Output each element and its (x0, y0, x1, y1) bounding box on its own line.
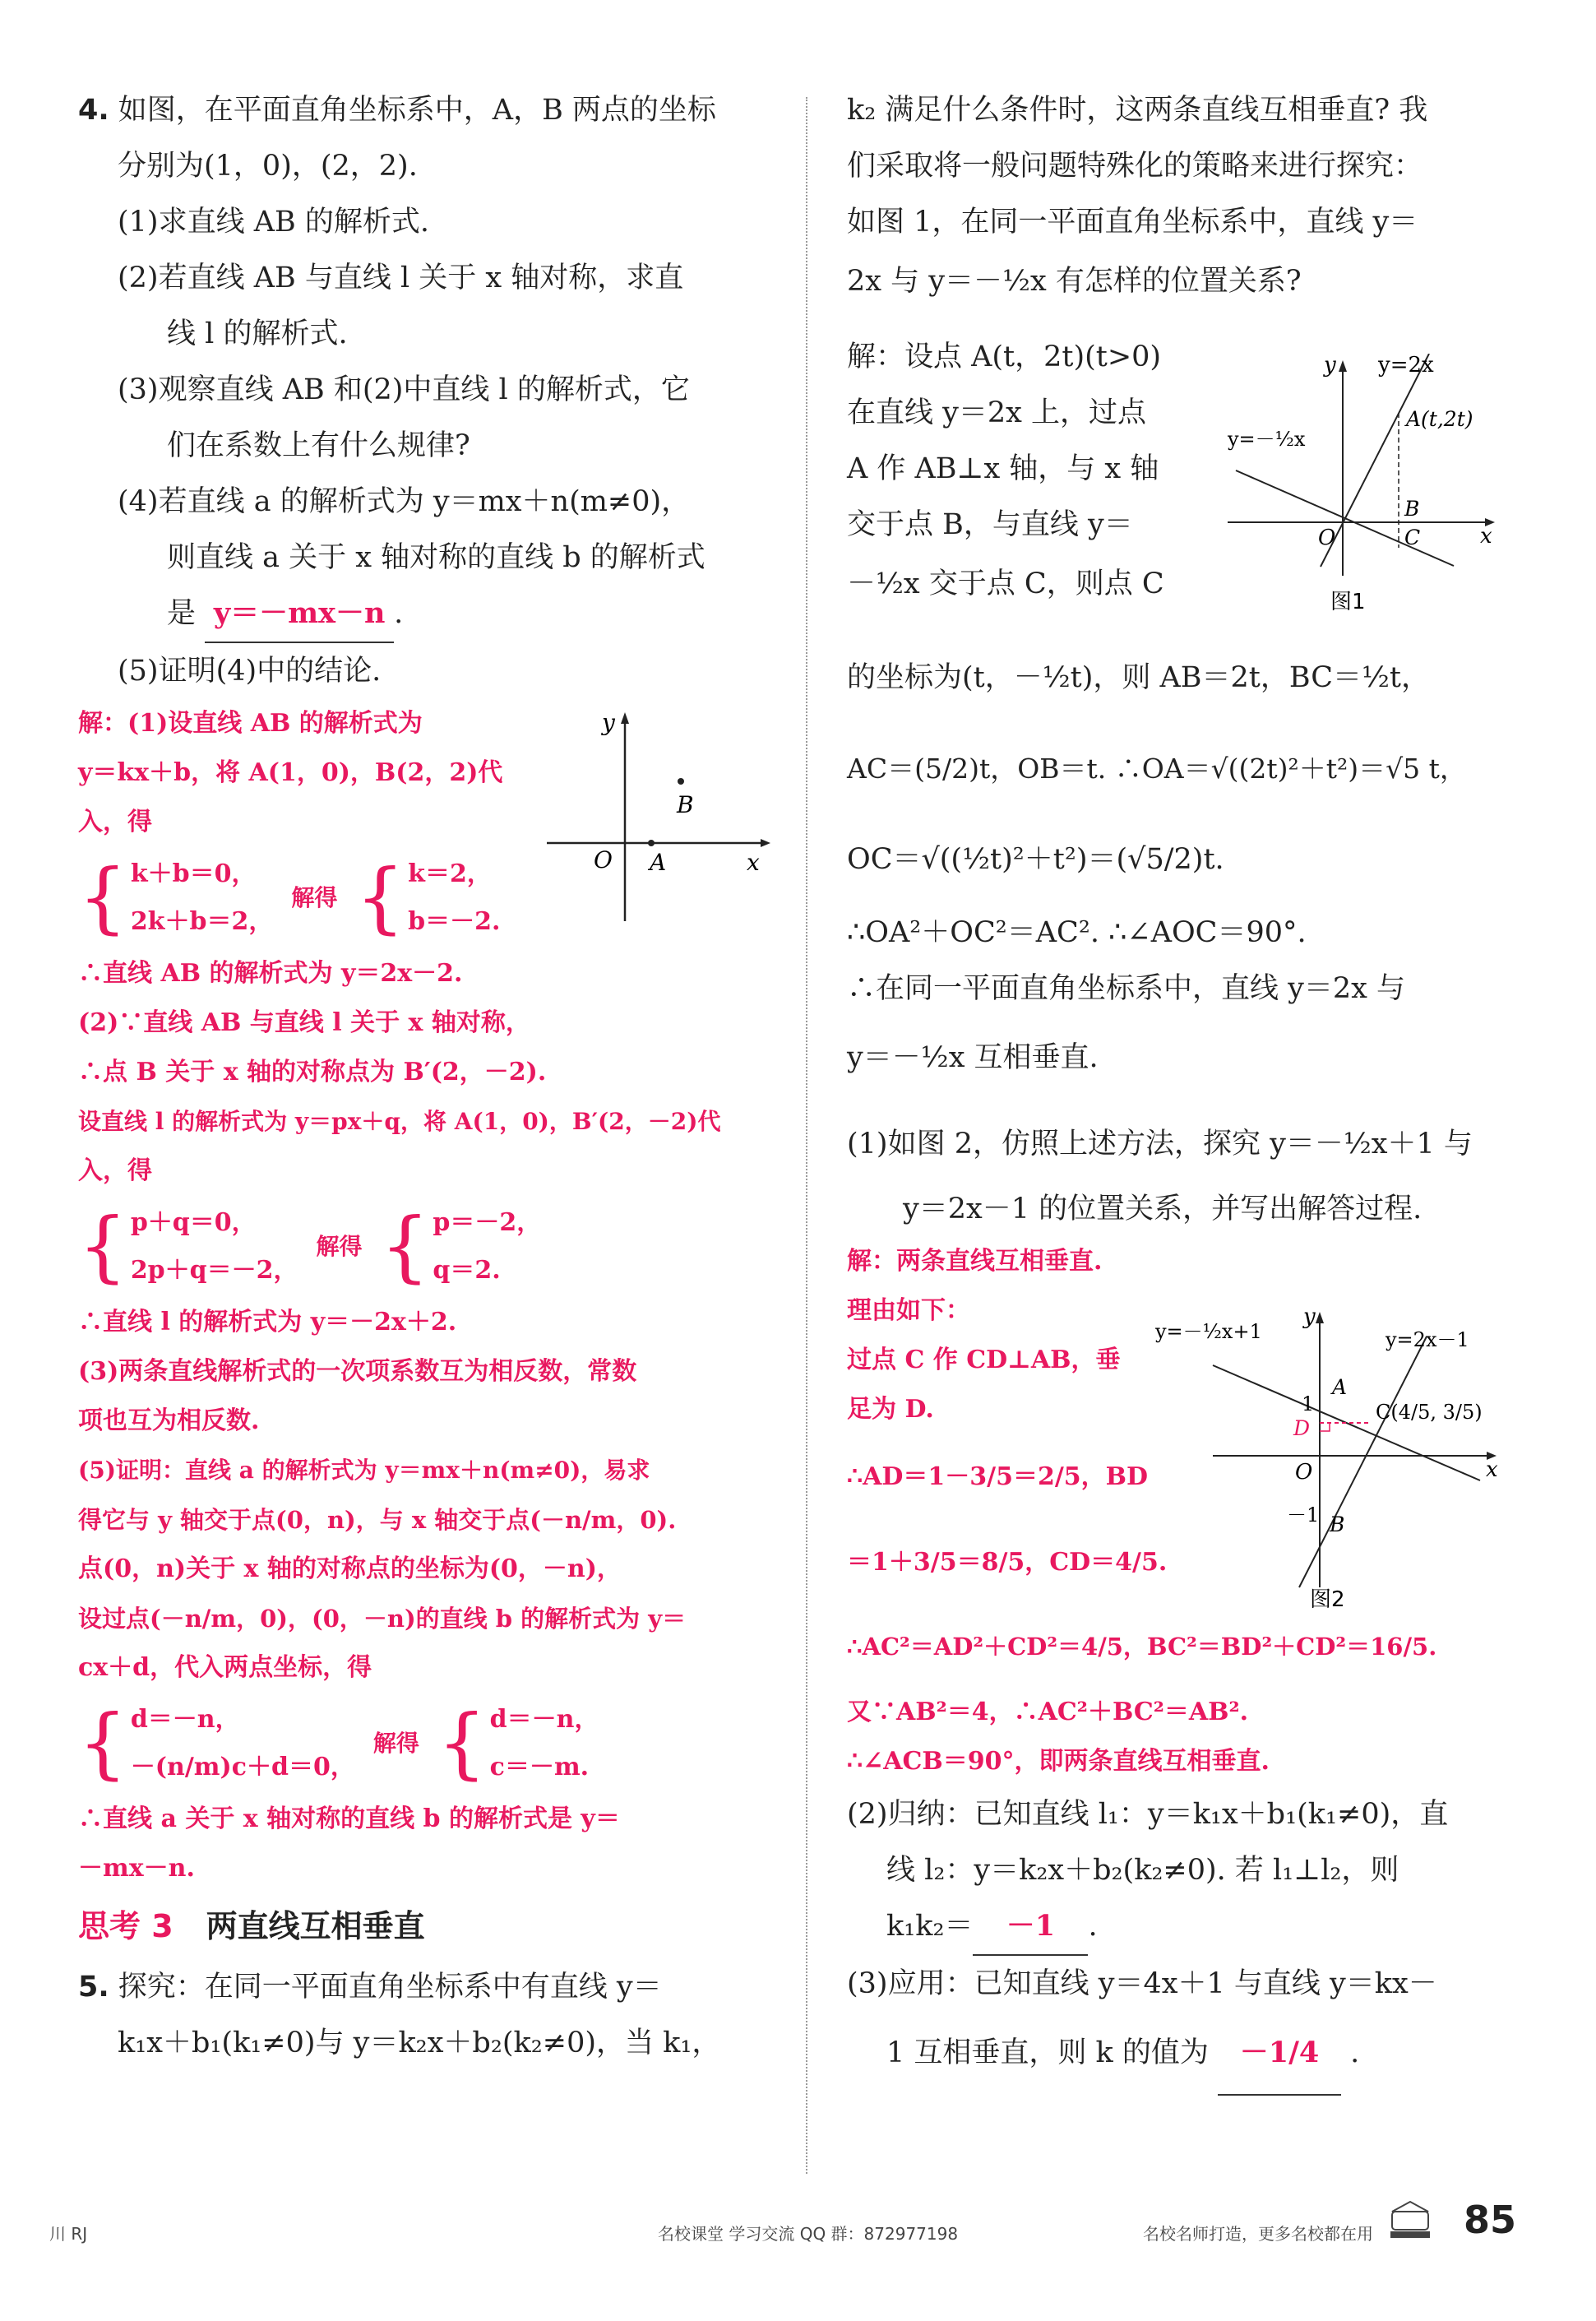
q4-part2: (2)若直线 AB 与直线 l 关于 x 轴对称，求直 (118, 262, 684, 294)
figure-2-caption: 图2 (1310, 1587, 1345, 1612)
q4-stem-cont: 分别为(1，0)，(2，2). (118, 150, 418, 183)
q5-solution-line: 交于点 B，与直线 y＝ (847, 508, 1133, 541)
point-c-label: C(4/5, 3/5) (1376, 1401, 1483, 1424)
sol-line: ∴直线 AB 的解析式为 y＝2x－2. (78, 959, 463, 988)
right-angle-mark (1320, 1423, 1330, 1431)
equation-system-2: { p＋q＝0， 2p＋q＝－2， 解得 { p＝－2， q＝2. (78, 1202, 542, 1291)
y-axis-arrow (1339, 360, 1347, 372)
sol-line: 理由如下： (847, 1296, 970, 1325)
sol-line: 解：(1)设直线 AB 的解析式为 (78, 709, 423, 738)
q5-text: 如图 1，在同一平面直角坐标系中，直线 y＝ (847, 206, 1418, 239)
q4-stem: 4. 如图，在平面直角坐标系中，A，B 两点的坐标 (78, 94, 716, 127)
q4-coordinate-figure (543, 707, 773, 929)
x-label: x (747, 849, 760, 876)
y-label: y (1324, 354, 1336, 378)
q5-part3-answer-line: 1 互相垂直，则 k 的值为 －1/4 . (847, 2012, 1505, 2096)
sol-line: 设直线 l 的解析式为 y＝px＋q，将 A(1，0)，B′(2，－2)代 (78, 1108, 721, 1135)
equation-system-3: { d＝－n， －(n/m)c＋d＝0， 解得 { d＝－n， c＝－m. (78, 1698, 599, 1788)
q4-part5: (5)证明(4)中的结论. (118, 655, 382, 688)
point-a-label: A (1332, 1375, 1348, 1399)
sol-line: 入，得 (78, 1156, 152, 1185)
left-column (78, 82, 765, 2071)
q5-solution-line: y＝－½x 互相垂直. (847, 1041, 1099, 1074)
q4-part3-cont: 们在系数上有什么规律? (167, 429, 470, 462)
sol-line: 设过点(－n/m，0)，(0，－n)的直线 b 的解析式为 y＝ (78, 1605, 687, 1633)
point-a (648, 840, 655, 846)
y-axis-arrow (621, 712, 629, 724)
q5-solution-line: 在直线 y＝2x 上，过点 (847, 396, 1147, 429)
point-b-label: B (1404, 497, 1420, 521)
q5-stem: 5. 探究：在同一平面直角坐标系中有直线 y＝ (78, 1971, 662, 2004)
q5-part3-answer-blank: －1/4 (1218, 2012, 1341, 2096)
q4-part1: (1)求直线 AB 的解析式. (118, 206, 429, 239)
q5-solution-line: 的坐标为(t，－½t)，则 AB＝2t，BC＝½t， (847, 661, 1430, 694)
q5-part2: (2)归纳：已知直线 l₁：y＝k₁x＋b₁(k₁≠0)，直 (847, 1798, 1449, 1831)
q5-solution-line: ∴OA²＋OC²＝AC². ∴∠AOC＝90°. (847, 916, 1307, 949)
sol-line: －mx－n. (78, 1854, 195, 1883)
sol-line: y＝kx＋b，将 A(1，0)，B(2，2)代 (78, 758, 503, 787)
sol-line: 过点 C 作 CD⊥AB，垂 (847, 1346, 1121, 1374)
sol-line: ＝1＋3/5＝8/5，CD＝4/5. (847, 1548, 1168, 1577)
figure-1 (1215, 354, 1503, 625)
one-label: 1 (1302, 1392, 1315, 1415)
sol-line: cx＋d，代入两点坐标，得 (78, 1653, 372, 1682)
q5-solution-line: OC＝√((½t)²＋t²)＝(√5/2)t. (847, 843, 1224, 876)
sol-line: (2)∵直线 AB 与直线 l 关于 x 轴对称， (78, 1008, 530, 1037)
page-number: 85 (1464, 2198, 1517, 2242)
sol-line: 点(0，n)关于 x 轴的对称点的坐标为(0，－n)， (78, 1554, 622, 1583)
sol-line: ∴AC²＝AD²＋CD²＝4/5，BC²＝BD²＋CD²＝16/5. (847, 1633, 1437, 1661)
q5-solution-line: A 作 AB⊥x 轴，与 x 轴 (847, 452, 1159, 485)
q5-part1-cont: y＝2x－1 的位置关系，并写出解答过程. (903, 1193, 1423, 1225)
figure-1-caption: 图1 (1330, 590, 1366, 614)
line-2x-minus-1 (1299, 1337, 1427, 1587)
sol-line: 项也互为相反数. (78, 1406, 260, 1435)
x-label: x (1480, 524, 1492, 549)
q5-part2-cont: 线 l₂：y＝k₂x＋b₂(k₂≠0). 若 l₁⊥l₂，则 (886, 1854, 1399, 1887)
q5-solution-line: AC＝(5/2)t，OB＝t. ∴OA＝√((2t)²＋t²)＝√5 t， (847, 753, 1467, 785)
sol-line: ∴∠ACB＝90°，即两条直线互相垂直. (847, 1747, 1270, 1776)
point-c-label: C (1404, 526, 1421, 549)
q4-part4-cont: 则直线 a 关于 x 轴对称的直线 b 的解析式 (167, 541, 705, 574)
q5-part2-answer-blank: －1 (973, 1898, 1088, 1956)
sol-line: ∴直线 a 关于 x 轴对称的直线 b 的解析式是 y＝ (78, 1804, 620, 1833)
line-y-neg-half-x (1236, 470, 1454, 566)
q5-solution-line: －½x 交于点 C，则点 C (847, 568, 1164, 600)
x-label: x (1486, 1457, 1498, 1482)
origin-label: O (1318, 526, 1336, 550)
origin-label: O (594, 846, 613, 873)
sol-line: ∴点 B 关于 x 轴的对称点为 B′(2，－2). (78, 1058, 547, 1086)
equation-system-1: { k＋b＝0， 2k＋b＝2， 解得 { k＝2， b＝－2. (78, 853, 501, 943)
q4-part3: (3)观察直线 AB 和(2)中直线 l 的解析式，它 (118, 373, 690, 406)
sol-line: (5)证明：直线 a 的解析式为 y＝mx＋n(m≠0)，易求 (78, 1457, 650, 1484)
line-y-2x-label: y=2x (1378, 354, 1434, 378)
q5-text: k₂ 满足什么条件时，这两条直线互相垂直? 我 (847, 94, 1428, 127)
sol-line: (3)两条直线解析式的一次项系数互为相反数，常数 (78, 1357, 637, 1386)
footer-center: 名校课堂 学习交流 QQ 群：872977198 (658, 2224, 959, 2244)
sol-line: 足为 D. (847, 1395, 934, 1424)
sol-line: 得它与 y 轴交于点(0，n)，与 x 轴交于点(－n/m，0). (78, 1506, 677, 1534)
q5-solution-line: ∴在同一平面直角坐标系中，直线 y＝2x 与 (847, 972, 1406, 1005)
q4-part4-answer-line: 是 y＝－mx－n . (78, 586, 765, 643)
a-label: A (650, 849, 667, 876)
section-heading-think3: 思考 3 两直线互相垂直 (78, 1908, 425, 1944)
line-y-neg-half-x-label: y=－½x (1228, 428, 1306, 451)
point-b-label: B (1330, 1513, 1345, 1536)
q4-part4: (4)若直线 a 的解析式为 y＝mx＋n(m≠0)， (118, 485, 691, 518)
q5-part1: (1)如图 2，仿照上述方法，探究 y＝－½x＋1 与 (847, 1128, 1473, 1160)
origin-label: O (1295, 1460, 1313, 1485)
sol-line: 解：两条直线互相垂直. (847, 1247, 1103, 1276)
publisher-logo-icon (1386, 2200, 1435, 2241)
q4-part2-cont: 线 l 的解析式. (167, 317, 348, 350)
point-d-label: D (1293, 1416, 1311, 1440)
line1-label: y=－½x+1 (1155, 1320, 1262, 1343)
sol-line: 入，得 (78, 808, 152, 836)
q5-part3: (3)应用：已知直线 y＝4x＋1 与直线 y＝kx－ (847, 1967, 1437, 2000)
minus-one-label: －1 (1287, 1503, 1320, 1526)
column-divider (806, 97, 807, 2174)
q5-stem-cont: k₁x＋b₁(k₁≠0)与 y＝k₂x＋b₂(k₂≠0)，当 k₁， (118, 2027, 721, 2059)
q4-answer-blank: y＝－mx－n (205, 586, 394, 643)
figure-2 (1155, 1304, 1509, 1616)
sol-line: 又∵AB²＝4，∴AC²＋BC²＝AB². (847, 1698, 1249, 1726)
line2-label: y=2x－1 (1386, 1328, 1469, 1351)
b-label: B (677, 791, 694, 818)
q5-part2-answer-line: k₁k₂＝ －1 . (847, 1898, 1505, 1956)
sol-line: ∴直线 l 的解析式为 y＝－2x＋2. (78, 1308, 457, 1337)
footer-right: 名校名师打造，更多名校都在用 (1143, 2224, 1373, 2244)
point-a-label: A(t,2t) (1406, 407, 1473, 431)
footer-left: 川 RJ (49, 2224, 88, 2244)
y-label: y (1303, 1304, 1316, 1329)
q5-solution-line: 解：设点 A(t，2t)(t>0) (847, 341, 1162, 373)
q5-text: 们采取将一般问题特殊化的策略来进行探究： (847, 150, 1423, 183)
y-axis-arrow (1316, 1312, 1324, 1323)
point-b (678, 778, 684, 785)
sol-line: ∴AD＝1－3/5＝2/5，BD (847, 1462, 1149, 1491)
q5-text: 2x 与 y＝－½x 有怎样的位置关系? (847, 265, 1302, 298)
y-label: y (602, 709, 615, 736)
x-axis-arrow (761, 839, 770, 847)
